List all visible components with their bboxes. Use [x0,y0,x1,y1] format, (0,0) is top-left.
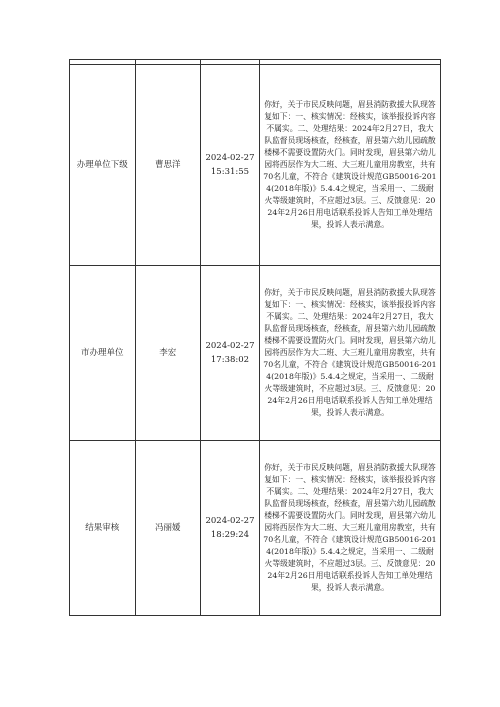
opinion-text: 你好，关于市民反映问题，眉县消防救援大队现答复如下：一、核实情况：经核实，该举报投诉内容不属实。二、处理结果：2024年2月27日，我大队监督员现场核查，经核查，眉县第六幼儿园疏散楼梯不需要设置防火门。同时发现，眉县第六幼儿园将西层作为大二班、大三班儿童用房教室，共有70名儿童，不符合《建筑设计规范GB50016-2014(2018年版)》5.4.4之规定，当采用一、二级耐火等级建筑时，不应超过3层。三、反馈意见：2024年2月26日用电话联系投诉人告知工单处理结果，投诉人表示满意。 [263,288,437,417]
time-text: 2024-02-27 15:31:55 [205,153,255,177]
time-cell [201,266,260,441]
opinion-cell [259,441,440,616]
opinion-text: 你好，关于市民反映问题，眉县消防救援大队现答复如下：一、核实情况：经核实，该举报投诉内容不属实。二、处理结果：2024年2月27日，我大队监督员现场核查，经核查，眉县第六幼儿园疏散楼梯不需要设置防火门。同时发现，眉县第六幼儿园将西层作为大二班、大三班儿童用房教室，共有70名儿童，不符合《建筑设计规范GB50016-2014(2018年版)》5.4.4之规定，当采用一、二级耐火等级建筑时，不应超过3层。三、反馈意见：2024年2月26日用电话联系投诉人告知工单处理结果，投诉人表示满意。 [263,463,437,592]
table-row [70,266,441,441]
handler-cell [135,441,201,616]
handler-cell [135,65,201,266]
handler-cell [135,266,201,441]
time-text: 2024-02-27 17:38:02 [205,341,255,365]
process-record-table [69,59,441,616]
stage-text: 结果审核 [85,523,120,533]
handler-text: 曹思洋 [155,160,181,170]
opinion-cell [259,266,440,441]
opinion-cell [259,65,440,266]
opinion-text: 你好，关于市民反映问题，眉县消防救援大队现答复如下：一、核实情况：经核实，该举报投诉内容不属实。二、处理结果：2024年2月27日，我大队监督员现场核查，经核查，眉县第六幼儿园疏散楼梯不需要设置防火门。同时发现，眉县第六幼儿园将西层作为大二班、大三班儿童用房教室，共有70名儿童，不符合《建筑设计规范GB50016-2014(2018年版)》5.4.4之规定，当采用一、二级耐火等级建筑时，不应超过3层。三、反馈意见：2024年2月26日用电话联系投诉人告知工单处理结果，投诉人表示满意。 [263,100,437,229]
time-cell [201,441,260,616]
stage-cell [70,65,136,266]
time-cell [201,65,260,266]
opinion-text [260,60,440,64]
table-row [70,65,441,266]
stage-text: 办理单位下级 [76,160,128,170]
table-row [70,441,441,616]
stage-text: 市办理单位 [81,348,124,358]
stage-cell [70,266,136,441]
handler-text: 冯丽媛 [155,523,181,533]
stage-cell [70,441,136,616]
handler-text: 李宏 [159,348,177,358]
time-text: 2024-02-27 18:29:24 [205,516,255,540]
